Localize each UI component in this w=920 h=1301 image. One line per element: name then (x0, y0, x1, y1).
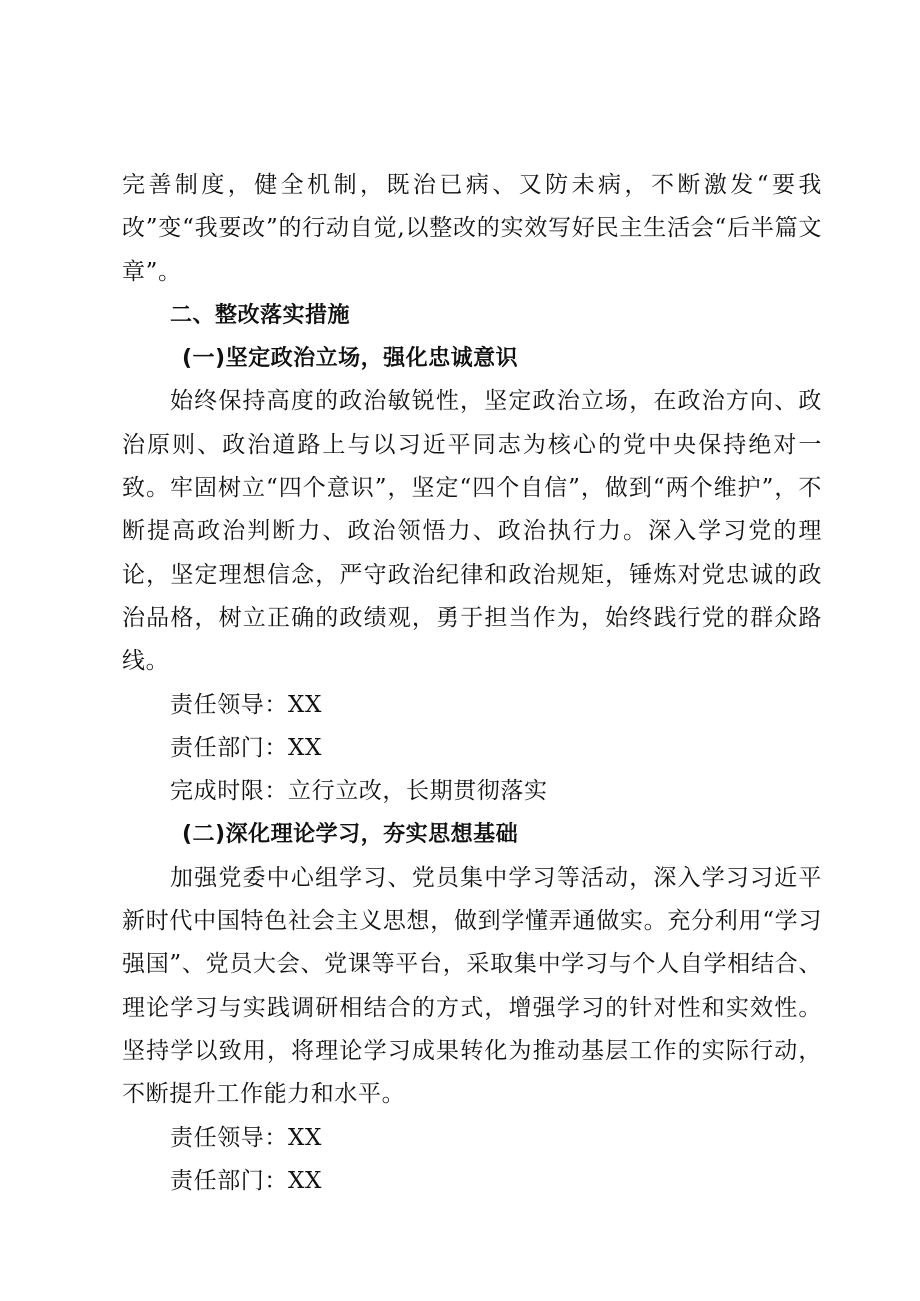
intro-paragraph: 完善制度，健全机制，既治已病、又防未病，不断激发“要我改”变“我要改”的行动自觉,以整改的实效写好民主生活会“后半篇文章”。 (122, 172, 822, 285)
section-title: 二、整改落实措施 (170, 302, 351, 328)
item-1-department: 责任部门：XX (170, 734, 322, 761)
item-1-heading: (一)坚定政治立场，强化忠诚意识 (182, 346, 519, 372)
item-1-deadline: 完成时限：立行立改，长期贯彻落实 (170, 778, 548, 805)
item-2-leader: 责任领导：XX (170, 1124, 322, 1151)
item-1-body: 始终保持高度的政治敏锐性，坚定政治立场，在政治方向、政治原则、政治道路上与以习近平同志为核心的党中央保持绝对一致。牢固树立“四个意识”，坚定“四个自信”，做到“两个维护”，不断提高政治判断力、政治领悟力、政治执行力。深入学习党的理论，坚定理想信念，严守政治纪律和政治规矩，锤炼对党忠诚的政治品格，树立正确的政绩观，勇于担当作为，始终践行党的群众路线。 (122, 388, 822, 675)
item-2-heading: (二)深化理论学习，夯实思想基础 (182, 822, 519, 848)
item-1-leader: 责任领导：XX (170, 691, 322, 718)
document-body (122, 164, 822, 1203)
item-2-department: 责任部门：XX (170, 1167, 322, 1194)
item-2-body: 加强党委中心组学习、党员集中学习等活动，深入学习习近平新时代中国特色社会主义思想，做到学懂弄通做实。充分利用“学习强国”、党员大会、党课等平台，采取集中学习与个人自学相结合、理论学习与实践调研相结合的方式，增强学习的针对性和实效性。坚持学以致用，将理论学习成果转化为推动基层工作的实际行动，不断提升工作能力和水平。 (122, 864, 822, 1108)
